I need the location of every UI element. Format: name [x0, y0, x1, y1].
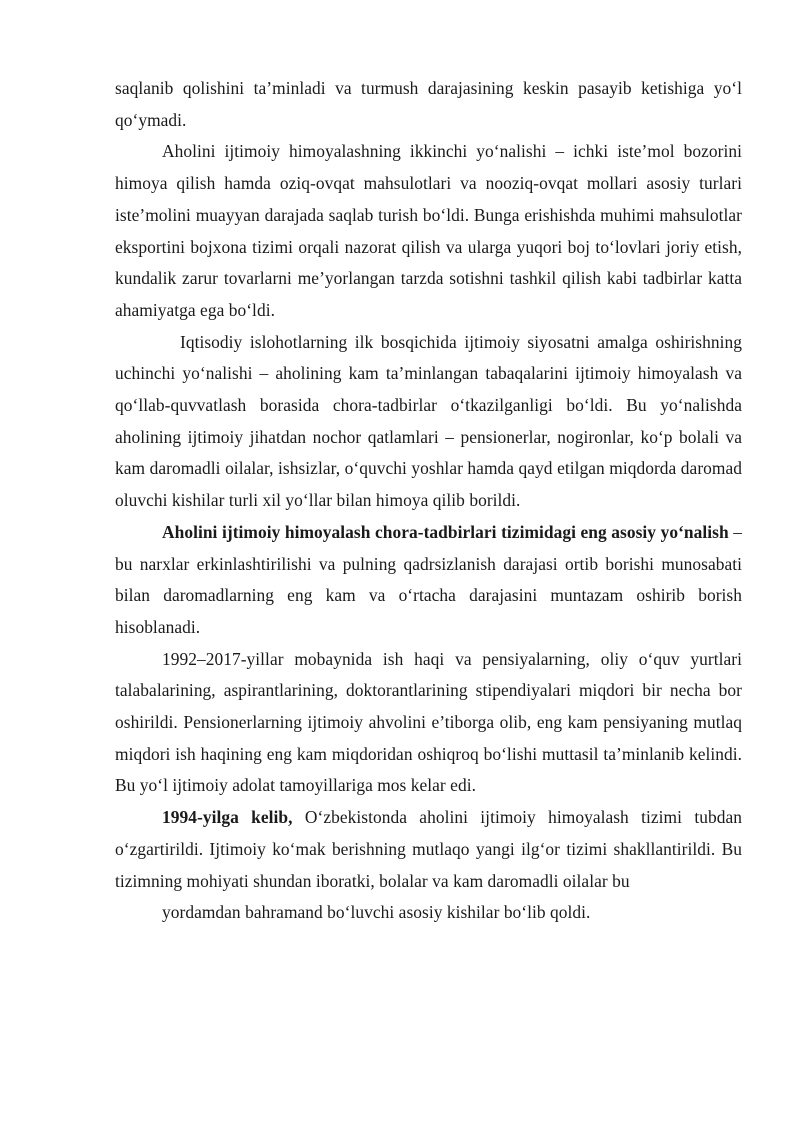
bold-lead-main-direction: Aholini ijtimoiy himoyalash chora-tadbirlari tizimidagi eng asosiy yo‘nalish: [162, 521, 729, 542]
paragraph-second-direction: Aholini ijtimoiy himoyalashning ikkinchi yo‘nalishi – ichki iste’mol bozorini himoya qilish hamda oziq-ovqat mahsulotlari va nooziq-ovqat mollari asosiy turlari iste’molini muayyan darajada saqlab turish bo‘ldi. Bunga erishishda muhimi mahsulotlar eksportini bojxona tizimi orqali nazorat qilish va ularga yuqori boj to‘lovlari joriy etish, kundalik zarur tovarlarni me’yorlangan tarzda sotishni tashkil qilish kabi tadbirlar katta ahamiyatga ega bo‘ldi.: [115, 141, 742, 320]
paragraph-main-direction-text: – bu narxlar erkinlashtirilishi va pulning qadrsizlanish darajasi ortib borishi munosabati bilan daromadlarning eng kam va o‘rtacha darajasini muntazam oshirib borish hisoblanadi.: [115, 521, 742, 637]
paragraph-main-direction: [115, 517, 742, 644]
bold-lead-1994: 1994-yilga kelib,: [162, 807, 293, 828]
body-text: [115, 73, 742, 929]
paragraph-third-direction: Iqtisodiy islohotlarning ilk bosqichida ijtimoiy siyosatni amalga oshirishning uchinchi yo‘nalishi – aholining kam ta’minlangan tabaqalarini ijtimoiy himoyalash va qo‘llab-quvvatlash borasida chora-tadbirlar o‘tkazilganligi bo‘ldi. Bu yo‘nalishda aholining ijtimoiy jihatdan nochor qatlamlari – pensionerlar, nogironlar, ko‘p bolali va kam daromadli oilalar, ishsizlar, o‘quvchi yoshlar hamda qayd etilgan miqdorda daromad oluvchi kishilar turli xil yo‘llar bilan himoya qilib borildi.: [115, 331, 742, 511]
paragraph-1994-reform: [115, 802, 742, 897]
paragraph-continuation: saqlanib qolishini ta’minladi va turmush darajasining keskin pasayib ketishiga yo‘l qo‘ymadi.: [115, 78, 742, 130]
paragraph-final-line: yordamdan bahramand bo‘luvchi asosiy kishilar bo‘lib qoldi.: [162, 902, 591, 923]
paragraph-wages-pensions: 1992–2017-yillar mobaynida ish haqi va pensiyalarning, oliy o‘quv yurtlari talabalarining, aspirantlarining, doktorantlarining stipendiyalari miqdori bir necha bor oshirildi. Pensionerlarning ijtimoiy ahvolini e’tiborga olib, eng kam pensiyaning mutlaq miqdori ish haqining eng kam miqdoridan oshiqroq bo‘lishi muttasil ta’minlanib kelindi. Bu yo‘l ijtimoiy adolat tamoyillariga mos kelar edi.: [115, 648, 742, 796]
paragraph-1994-reform-text: O‘zbekistonda aholini ijtimoiy himoyalash tizimi tubdan o‘zgartirildi. Ijtimoiy ko‘mak berishning mutlaqo yangi ilg‘or tizimi shakllantirildi. Bu tizimning mohiyati shundan iboratki, bolalar va kam daromadli oilalar bu: [115, 807, 742, 891]
